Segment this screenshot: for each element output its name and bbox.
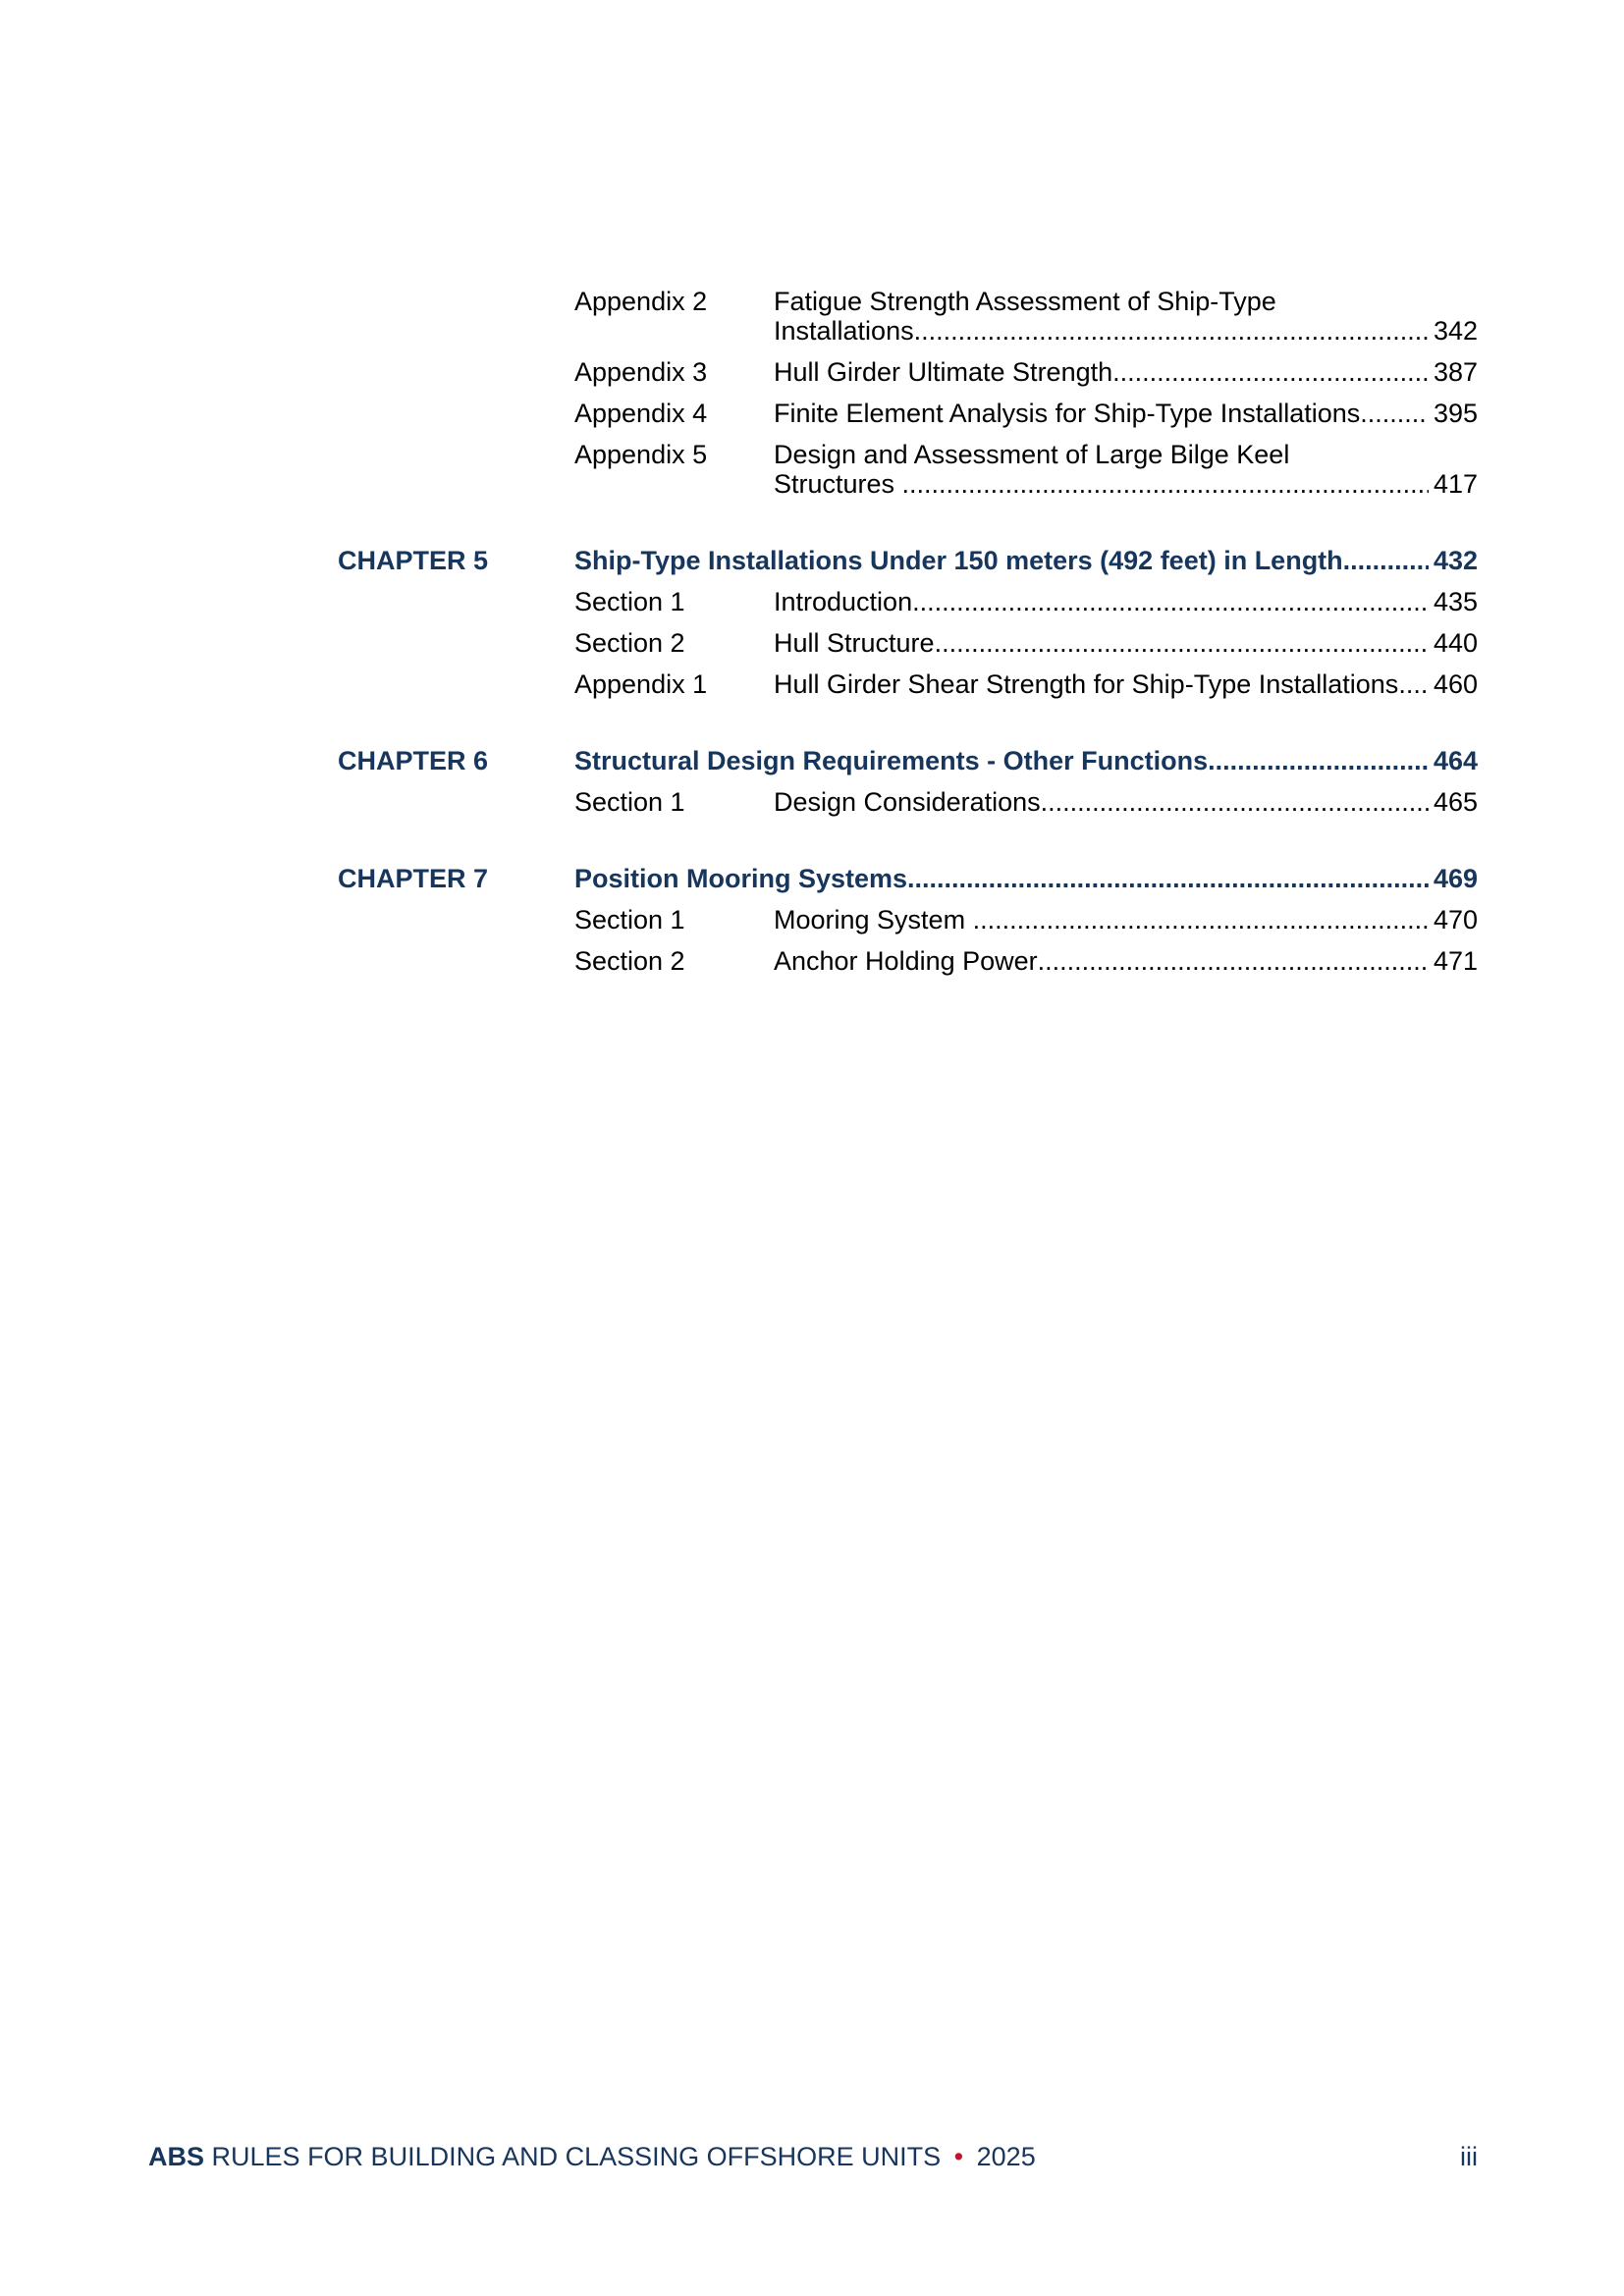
toc-chapter[interactable] xyxy=(338,864,1478,893)
toc-page-number: 395 xyxy=(1433,399,1478,428)
toc-entry[interactable] xyxy=(338,946,1478,976)
toc-entry[interactable] xyxy=(338,905,1478,934)
dot-leader xyxy=(1398,669,1429,699)
toc-entry-label: Appendix 4 xyxy=(574,399,708,428)
toc-entry-last-line xyxy=(774,399,1478,428)
toc-entry-content xyxy=(774,440,1478,499)
toc-entry-label: Appendix 3 xyxy=(574,357,708,387)
chapter-label: CHAPTER 7 xyxy=(338,864,489,893)
toc-entry-title: Hull Girder Shear Strength for Ship-Type Installations xyxy=(774,669,1399,699)
chapter-title-content xyxy=(574,746,1478,775)
toc-entry-content xyxy=(774,787,1478,817)
toc-entry-label: Section 1 xyxy=(574,787,685,817)
footer-year: 2025 xyxy=(976,2142,1036,2171)
toc-entry-title: Hull Structure xyxy=(774,628,935,658)
toc-page-number: 417 xyxy=(1433,469,1478,499)
footer-title-text: RULES FOR BUILDING AND CLASSING OFFSHORE UNITS xyxy=(211,2142,942,2171)
toc-entry-label: Section 1 xyxy=(574,587,685,616)
page-number: iii xyxy=(1460,2142,1478,2171)
toc-entry-label: Section 2 xyxy=(574,946,685,976)
toc-entry-last-line xyxy=(774,669,1478,699)
chapter-label: CHAPTER 5 xyxy=(338,546,489,575)
toc-entry-title: Design Considerations xyxy=(774,787,1041,817)
toc-entry-last-line xyxy=(774,357,1478,387)
toc-entry-last-line xyxy=(774,905,1478,934)
chapter-title-line xyxy=(574,746,1478,775)
toc-entry[interactable] xyxy=(338,587,1478,616)
toc-page-number: 471 xyxy=(1433,946,1478,976)
toc-entry-last-line xyxy=(774,628,1478,658)
toc-entry-title: Installations xyxy=(774,316,914,346)
toc-entry-last-line xyxy=(774,316,1478,346)
toc-entry-last-line xyxy=(774,787,1478,817)
chapter-title: Ship-Type Installations Under 150 meters (492 feet) in Length xyxy=(574,546,1343,575)
toc-entry-content xyxy=(774,587,1478,616)
dot-leader xyxy=(1038,946,1429,976)
toc-page-number: 464 xyxy=(1433,746,1478,775)
toc-entry-label: Appendix 2 xyxy=(574,287,708,316)
toc-entry-last-line xyxy=(774,469,1478,499)
chapter-label: CHAPTER 6 xyxy=(338,746,489,775)
toc-entry-title: Design and Assessment of Large Bilge Keel xyxy=(774,440,1290,469)
toc-page-number: 342 xyxy=(1433,316,1478,346)
dot-leader xyxy=(902,469,1429,499)
footer-brand: ABS xyxy=(148,2142,205,2171)
toc-entry-content xyxy=(774,905,1478,934)
footer-rule-title xyxy=(148,2142,1036,2171)
toc-entry-content xyxy=(774,357,1478,387)
toc-page-number: 440 xyxy=(1433,628,1478,658)
toc-entry[interactable] xyxy=(338,399,1478,428)
dot-leader xyxy=(1041,787,1429,817)
table-of-contents xyxy=(338,287,1478,988)
toc-entry-label: Appendix 5 xyxy=(574,440,708,469)
dot-leader xyxy=(973,905,1429,934)
toc-entry[interactable] xyxy=(338,787,1478,817)
chapter-title-content xyxy=(574,864,1478,893)
toc-entry-last-line xyxy=(774,587,1478,616)
chapter-title: Position Mooring Systems xyxy=(574,864,908,893)
toc-page-number: 469 xyxy=(1433,864,1478,893)
toc-entry-content xyxy=(774,399,1478,428)
dot-leader xyxy=(914,316,1429,346)
toc-entry-title: Anchor Holding Power xyxy=(774,946,1038,976)
toc-entry-content xyxy=(774,628,1478,658)
toc-entry-content xyxy=(774,287,1478,346)
toc-entry[interactable] xyxy=(338,357,1478,387)
toc-entry-content xyxy=(774,946,1478,976)
toc-entry-title: Hull Girder Ultimate Strength xyxy=(774,357,1113,387)
toc-page-number: 465 xyxy=(1433,787,1478,817)
dot-leader xyxy=(935,628,1429,658)
toc-page-number: 460 xyxy=(1433,669,1478,699)
toc-chapter[interactable] xyxy=(338,546,1478,575)
toc-entry-title: Mooring System xyxy=(774,905,973,934)
dot-leader xyxy=(907,864,1429,893)
toc-entry-title: Fatigue Strength Assessment of Ship-Type xyxy=(774,287,1276,316)
toc-page-number: 387 xyxy=(1433,357,1478,387)
toc-page-number: 432 xyxy=(1433,546,1478,575)
dot-leader xyxy=(1112,357,1429,387)
chapter-title-line xyxy=(574,546,1478,575)
toc-entry-label: Appendix 1 xyxy=(574,669,708,699)
toc-entry-title: Finite Element Analysis for Ship-Type Installations xyxy=(774,399,1361,428)
dot-leader xyxy=(912,587,1429,616)
toc-entry[interactable] xyxy=(338,669,1478,699)
toc-entry[interactable] xyxy=(338,440,1478,499)
toc-entry-title: Structures xyxy=(774,469,902,499)
page-footer xyxy=(148,2142,1478,2171)
chapter-title-line xyxy=(574,864,1478,893)
chapter-title-content xyxy=(574,546,1478,575)
toc-chapter[interactable] xyxy=(338,746,1478,775)
toc-entry-last-line xyxy=(774,946,1478,976)
toc-entry-label: Section 1 xyxy=(574,905,685,934)
toc-entry-label: Section 2 xyxy=(574,628,685,658)
toc-entry[interactable] xyxy=(338,628,1478,658)
dot-leader xyxy=(1208,746,1429,775)
toc-entry[interactable] xyxy=(338,287,1478,346)
toc-entry-title: Introduction xyxy=(774,587,913,616)
dot-leader xyxy=(1343,546,1429,575)
toc-page-number: 470 xyxy=(1433,905,1478,934)
chapter-title: Structural Design Requirements - Other Functions xyxy=(574,746,1209,775)
dot-leader xyxy=(1360,399,1429,428)
toc-entry-content xyxy=(774,669,1478,699)
toc-page-number: 435 xyxy=(1433,587,1478,616)
footer-separator-dot: • xyxy=(953,2142,964,2171)
